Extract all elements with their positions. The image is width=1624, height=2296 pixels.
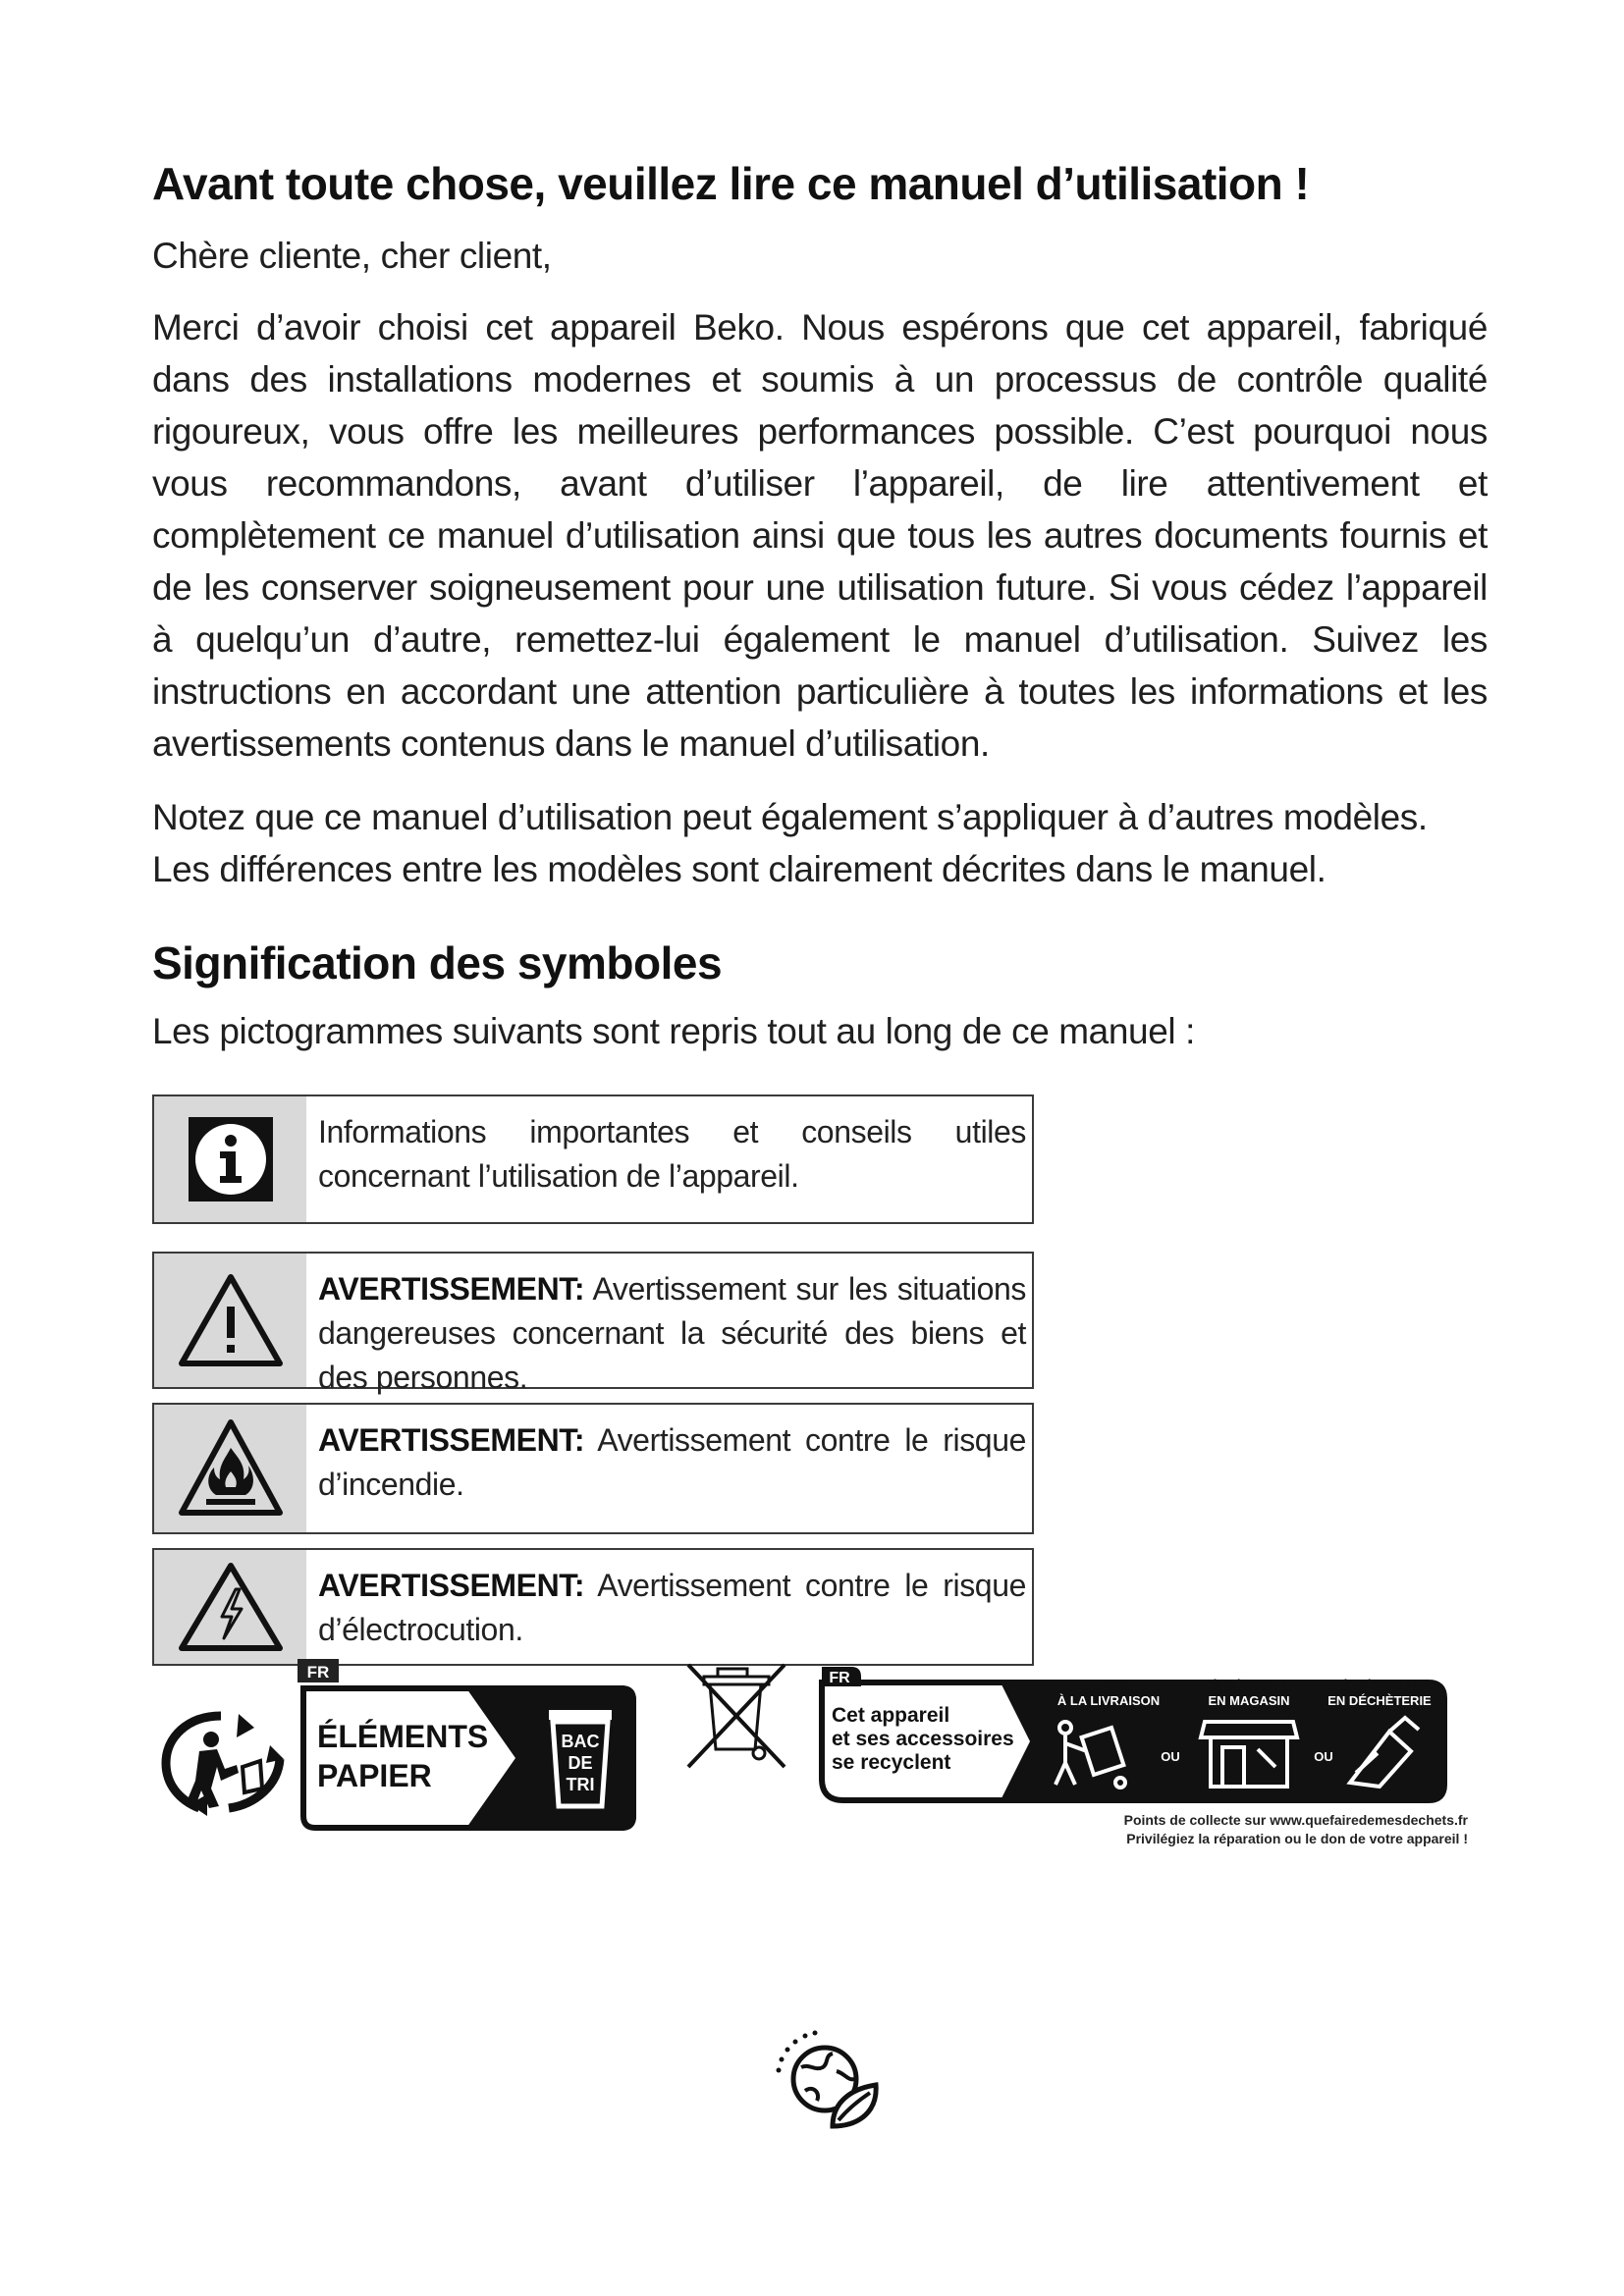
sorting-bin-icon xyxy=(549,1710,612,1806)
option-dump-line2: EN DÉCHÈTERIE xyxy=(1327,1693,1432,1708)
symbols-section-title: Signification des symboles xyxy=(152,937,723,988)
fire-warning-icon xyxy=(154,1405,306,1532)
bin-text-1: BAC xyxy=(561,1732,600,1751)
intro-paragraph: Merci d’avoir choisi cet appareil Beko. Nous espérons que cet appareil, fabriqué dans des installations modernes et soumis à un processus de contrôle qualité rigoureux, vous offre les meilleures performances possible. C’est pourquoi nous vous recommandons, avant d’utiliser l’appareil, de lire attentivement et complètement ce manuel d’utilisation ainsi que tous les autres documents fournis et de les conserver soigneusement pour une utilisation future. Si vous cédez l’appareil à quelqu’un d’autre, remettez-lui également le manuel d’utilisation. Suivez les instructions en accordant une attention particulière à toutes les informations et les avertissements contenus dans le manuel d’utilisation. xyxy=(152,307,1488,764)
paper-recycling-badge xyxy=(298,1659,636,1836)
page-title: Avant toute chose, veuillez lire ce manuel d’utilisation ! xyxy=(152,158,1310,209)
symbol-label: AVERTISSEMENT: xyxy=(318,1568,585,1603)
or-label-1: OU xyxy=(1161,1749,1180,1764)
symbol-text: Avertissement sur les situations dangereuses concernant la sécurité des biens et des personnes. xyxy=(318,1271,1026,1395)
symbol-description xyxy=(306,1254,1032,1395)
symbols-intro: Les pictogrammes suivants sont repris tout au long de ce manuel : xyxy=(152,1011,1195,1051)
warning-icon xyxy=(154,1254,306,1387)
symbol-text: Informations importantes et conseils utiles concernant l’utilisation de l’appareil. xyxy=(318,1114,1026,1194)
paper-badge-country: FR xyxy=(306,1663,330,1682)
option-delivery-line2: À LA LIVRAISON xyxy=(1056,1693,1161,1708)
symbol-row-info xyxy=(152,1095,1034,1224)
symbol-row-fire xyxy=(152,1403,1034,1534)
eco-globe-leaf-icon xyxy=(776,2028,884,2141)
bin-text-3: TRI xyxy=(566,1775,595,1794)
option-store-line1: À DÉPOSER xyxy=(1211,1679,1287,1693)
collection-note-line1: Points de collecte sur www.quefairedemesdechets.fr xyxy=(1123,1812,1468,1828)
symbol-description xyxy=(306,1096,1032,1222)
recycle-badge-country: FR xyxy=(829,1670,850,1686)
option-dump-line1: À DÉPOSER xyxy=(1341,1679,1418,1693)
collection-note xyxy=(1036,1811,1468,1848)
greeting: Chère cliente, cher client, xyxy=(152,236,552,276)
triman-icon xyxy=(160,1708,288,1821)
symbols-table xyxy=(152,1095,1034,1666)
electric-warning-icon xyxy=(154,1550,306,1664)
paper-badge-line2: PAPIER xyxy=(317,1758,432,1793)
symbol-description xyxy=(306,1550,1032,1664)
collection-note-line2: Privilégiez la réparation ou le don de votre appareil ! xyxy=(1126,1831,1468,1846)
recycling-logos xyxy=(152,1649,1468,1846)
symbol-description xyxy=(306,1405,1032,1532)
recycle-badge-line1: Cet appareil xyxy=(832,1704,950,1727)
paper-badge-line1: ÉLÉMENTS xyxy=(317,1719,489,1754)
symbol-label: AVERTISSEMENT: xyxy=(318,1271,585,1307)
option-delivery-line1: REPRISE xyxy=(1080,1679,1137,1693)
recycle-badge-line3: se recyclent xyxy=(832,1751,951,1774)
symbol-label: AVERTISSEMENT: xyxy=(318,1422,585,1458)
or-label-2: OU xyxy=(1314,1749,1333,1764)
symbol-row-electric xyxy=(152,1548,1034,1666)
page-content xyxy=(152,157,1488,1689)
appliance-recycling-badge xyxy=(800,1657,1448,1819)
info-icon xyxy=(154,1096,306,1222)
option-store-line2: EN MAGASIN xyxy=(1208,1693,1290,1708)
recycle-badge-line2: et ses accessoires xyxy=(832,1728,1014,1750)
symbol-text: Avertissement contre le risque d’électrocution. xyxy=(318,1568,1026,1647)
models-note-paragraph: Notez que ce manuel d’utilisation peut également s’appliquer à d’autres modèles. Les différences entre les modèles sont clairement décrites dans le manuel. xyxy=(152,797,1428,889)
crossed-bin-icon xyxy=(682,1659,790,1782)
bin-text-2: DE xyxy=(568,1753,593,1773)
symbol-row-warning xyxy=(152,1252,1034,1395)
symbol-text: Avertissement contre le risque d’incendie. xyxy=(318,1422,1026,1502)
